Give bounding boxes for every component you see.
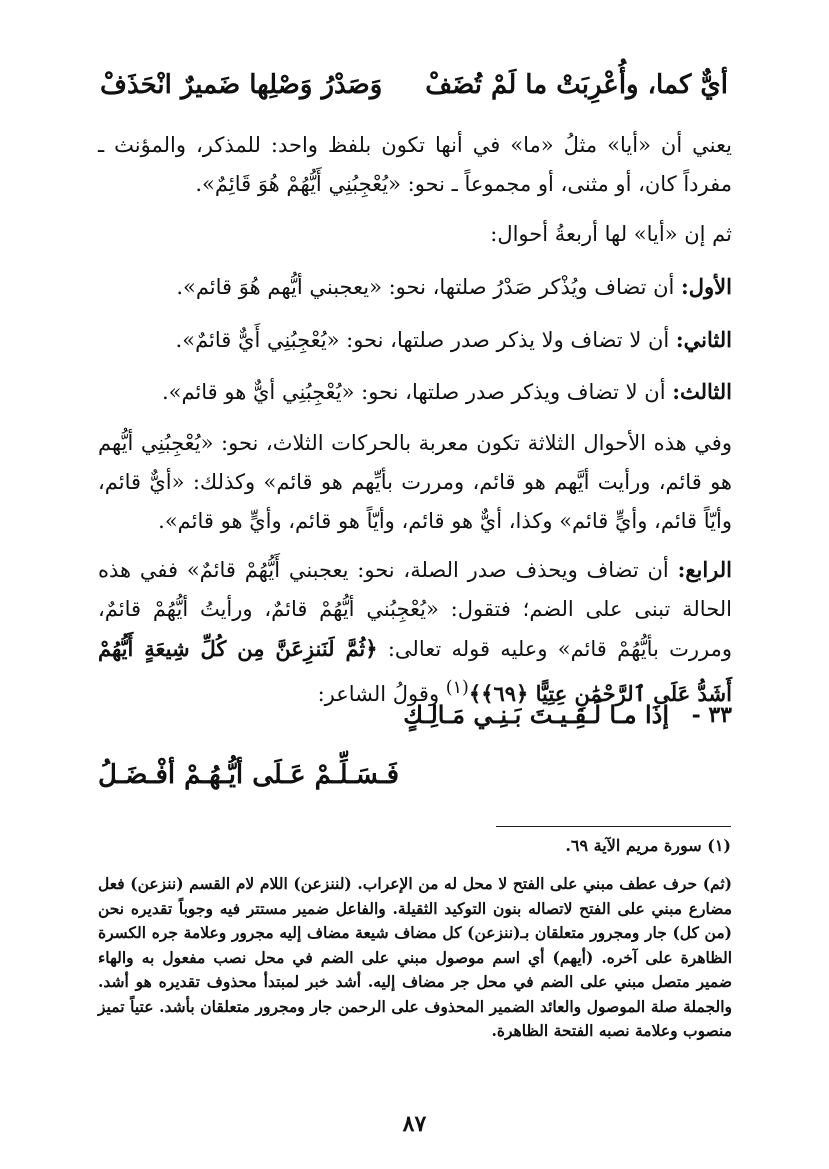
footnote-divider <box>496 826 731 827</box>
poem-number: ٣٣ - <box>691 702 732 728</box>
poem-second-hemistich: فَـسَـلِّـمْ عَـلَى أيُّـهُـمْ أفْـضَـلُ <box>98 760 400 790</box>
alfiyya-verse <box>100 70 728 100</box>
footnote-analysis: (ثم) حرف عطف مبني على الفتح لا محل له من الإعراب. (لننزعن) اللام لام القسم (ننزعن) فعل مضارع مبني على الفتح لاتصاله بنون التوكيد الثقيلة. والفاعل ضمير مستتر فيه وجوباً تقديره نحن (من كل) جار ومجرور متعلقان بـ(ننزعن) كل مضاف شيعة مضاف إليه مجرور وعلامة جره الكسرة الظاهرة على آخره. (أيهم) أي اسم موصول مبني على الضم في محل نصب مفعول به والهاء ضمير متصل مبني على الضم في محل جر مضاف إليه. أشد خبر لمبتدأ محذوف تقديره هو أشد. والجملة صلة الموصول والعائد الضمير المحذوف على الرحمن جار ومجرور متعلقان بأشد. عتياً تميز منصوب وعلامة نصبه الفتحة الظاهرة. <box>98 874 732 1040</box>
state-4-text-b: وقولُ الشاعر: <box>317 682 446 706</box>
footnote-ref-1: (١) <box>445 678 469 698</box>
quran-quote: ﴿ثُمَّ لَنَنزِعَنَّ مِن كُلِّ شِيعَةٍ أَيُّهُمْ أَشَدُّ عَلَى ٱلرَّحْمَٰنِ عِتِيًّا ﴿٦٩﴾﴾ <box>98 636 732 706</box>
verse-right-hemistich: أيٌّ كما، وأُعْرِبَتْ ما لَمْ تُضَفْ <box>425 70 728 100</box>
state-3-text: أن لا تضاف ويذكر صدر صلتها، نحو: «يُعْجِبُنِي أيٌّ هو قائم». <box>161 380 673 404</box>
poem-first-hemistich: إذَا مـا لَـقِـيـتَ بَـنِـي مَـالِـكٍ <box>403 700 669 729</box>
paragraph-intro: يعني أن «أيا» مثلُ «ما» في أنها تكون بلفظ واحد: للمذكر، والمؤنث ـ مفرداً كان، أو مثنى، أو مجموعاً ـ نحو: «يُعْجِبُنِي أَيُّهُمْ هُوَ قَائِمٌ». <box>98 133 732 196</box>
paragraph-state-1 <box>98 267 732 307</box>
page-number: ٨٧ <box>402 1111 427 1137</box>
paragraph-state-2 <box>98 320 732 360</box>
footnote-1: (١) سورة مريم الآية ٦٩. <box>565 836 731 855</box>
state-3-label: الثالث: <box>672 379 732 404</box>
verse-left-hemistich: وَصَدْرُ وَصْلِها ضَميرٌ انْحَذَفْ <box>100 70 383 100</box>
state-2-text: أن لا تضاف ولا يذكر صدر صلتها، نحو: «يُعْجِبُنِي أَيٌّ قائمٌ». <box>175 328 676 352</box>
paragraph-four-states: ثم إن «أيا» لها أربعةُ أحوال: <box>490 222 732 246</box>
state-1-label: الأول: <box>681 274 732 299</box>
state-2-label: الثاني: <box>675 327 732 352</box>
state-1-text: أن تضاف ويُذْكر صَدْرُ صلتها، نحو: «يعجبني أيُّهم هُوَ قائم». <box>176 275 682 299</box>
state-4-text-a: أن تضاف ويحذف صدر الصلة، نحو: يعجبني أَيُّهُمْ قائمٌ» ففي هذه الحالة تبنى على الضم؛ فتقول: «يُعْجِبُني أيُّهُمْ قائمٌ، ورأيتُ أيُّهُمْ قائمٌ، ومررت بأيُّهُمْ قائم» وعليه قوله تعالى: <box>98 558 732 661</box>
paragraph-state-3 <box>98 372 732 412</box>
state-4-label: الرابع: <box>677 557 732 582</box>
paragraph-state-4 <box>98 550 732 714</box>
paragraph-inflection: وفي هذه الأحوال الثلاثة تكون معربة بالحركات الثلاث، نحو: «يُعْجِبُنِي أيُّهم هو قائم، ورأيت أيَّهم هو قائم، ومررت بأيِّهم هو قائم» وكذلك: «أيٌّ قائم، وأيّاً قائم، وأيٍّ قائم» وكذا، أيٌّ هو قائم، وأيّاً هو قائم، وأيٍّ هو قائم». <box>98 431 732 533</box>
